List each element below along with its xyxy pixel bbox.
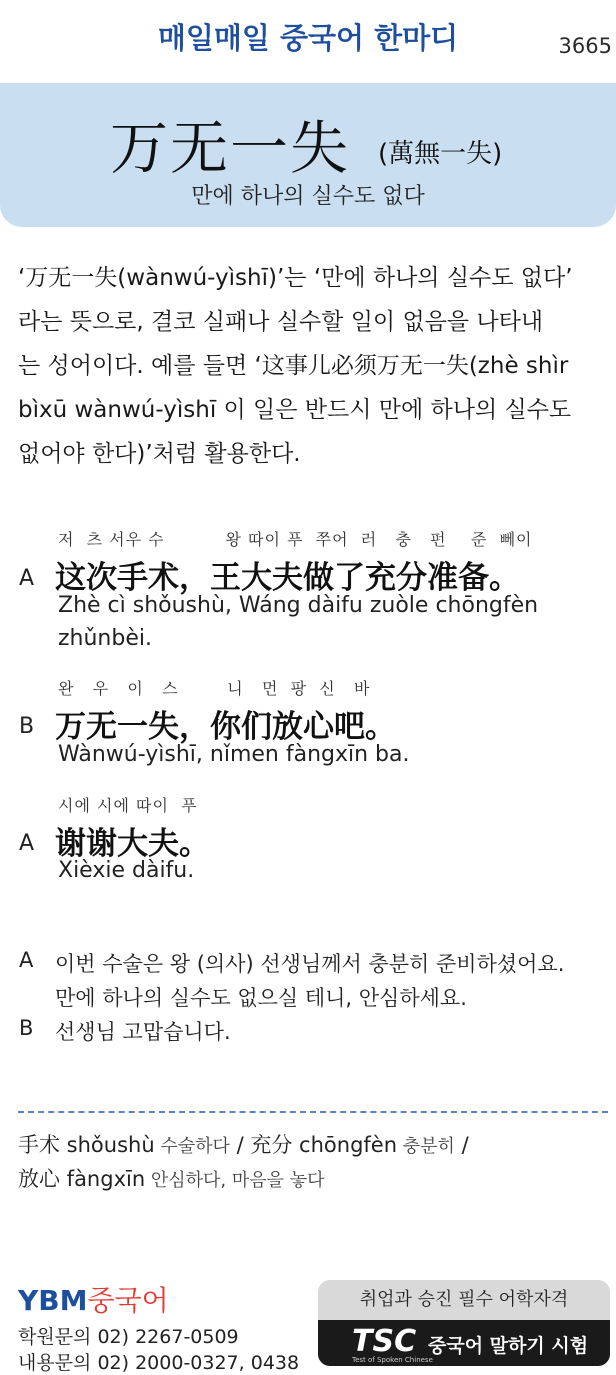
intro-line: ‘万无一失(wànwú-yìshī)’는 ‘만에 하나의 실수도 없다’ [18, 265, 573, 291]
intro-line: 라는 뜻으로, 결코 실패나 실수할 일이 없음을 나타내 [18, 309, 544, 335]
intro-paragraph [18, 256, 612, 476]
header-title: 매일매일 중국어 한마디 [157, 21, 459, 55]
tsc-name: 중국어 말하기 시험 [428, 1335, 589, 1357]
dialogue-chinese: 这次手术，王大夫做了充分准备。 [55, 560, 520, 596]
intro-line: 는 성어이다. 예를 들면 ‘这事儿必须万无一失(zhè shìr [18, 353, 569, 379]
intro-line: bìxū wànwú-yìshī 이 일은 반드시 만에 하나의 실수도 [18, 397, 572, 423]
vocab-meaning: 수술하다 [154, 1136, 230, 1157]
vocab-meaning: 안심하다, 마음을 놓다 [145, 1170, 325, 1191]
tsc-logo: TSC [352, 1324, 417, 1359]
contact-academy: 학원문의 02) 2267-0509 [18, 1326, 239, 1348]
dialogue-pinyin: Zhè cì shǒushù, Wáng dàifu zuòle chōngfèn zhǔnbèi. [58, 593, 539, 651]
brand-logo [18, 1279, 169, 1319]
translation-line: 만에 하나의 실수도 없으실 테니, 안심하세요. [55, 986, 467, 1010]
dialogue-ruby: 시에 시에 따이 푸 [58, 796, 198, 815]
vocab-line [18, 1129, 469, 1159]
vocab-word: 放心 fàngxīn [18, 1167, 146, 1191]
dialogue-ruby: 완 우 이 스 니 먼 팡 신 바 [58, 679, 371, 698]
vocab-word: 手术 shǒushù [18, 1133, 155, 1157]
dialogue-speaker: A [19, 566, 35, 591]
dashed-divider [18, 1111, 608, 1113]
tsc-tagline: 취업과 승진 필수 어학자격 [359, 1289, 569, 1310]
contact-content: 내용문의 02) 2000-0327, 0438 [18, 1352, 300, 1374]
intro-line: 없어야 한다)’처럼 활용한다. [18, 441, 301, 467]
translation-line: 이번 수술은 왕 (의사) 선생님께서 충분히 준비하셨어요. [55, 952, 565, 976]
tsc-banner [318, 1280, 610, 1366]
vocab-word: 充分 chōngfèn [250, 1133, 398, 1157]
vocab-separator: / [454, 1133, 469, 1157]
dialogue-chinese: 万无一失，你们放心吧。 [55, 709, 396, 745]
idiom-traditional: (萬無一失) [378, 139, 503, 169]
tsc-logo-subtitle: Test of Spoken Chinese [352, 1356, 433, 1364]
dialogue-speaker: B [19, 714, 35, 739]
dialogue-speaker: A [19, 831, 35, 856]
dialogue-pinyin: Xièxie dàifu. [58, 858, 195, 883]
tsc-bar [318, 1320, 610, 1366]
dialogue-ruby: 저 츠 서우 수 왕 따이 푸 쭈어 러 충 펀 준 뻬이 [58, 530, 533, 549]
vocab-separator: / [229, 1133, 251, 1157]
dialogue-chinese: 谢谢大夫。 [55, 826, 210, 862]
vocab-line [18, 1163, 325, 1193]
idiom-meaning: 만에 하나의 실수도 없다 [191, 184, 425, 209]
brand-en: YBM [18, 1284, 88, 1317]
translation-speaker: B [19, 1016, 34, 1040]
brand-kr: 중국어 [87, 1284, 169, 1317]
translation-line: 선생님 고맙습니다. [55, 1020, 231, 1044]
dialogue-pinyin: Wànwú-yìshī, nǐmen fàngxīn ba. [58, 742, 410, 767]
vocab-meaning: 충분히 [397, 1136, 455, 1157]
issue-number: 3665 [558, 34, 612, 58]
idiom-chinese: 万无一失 [110, 114, 351, 182]
translation-speaker: A [19, 948, 34, 972]
